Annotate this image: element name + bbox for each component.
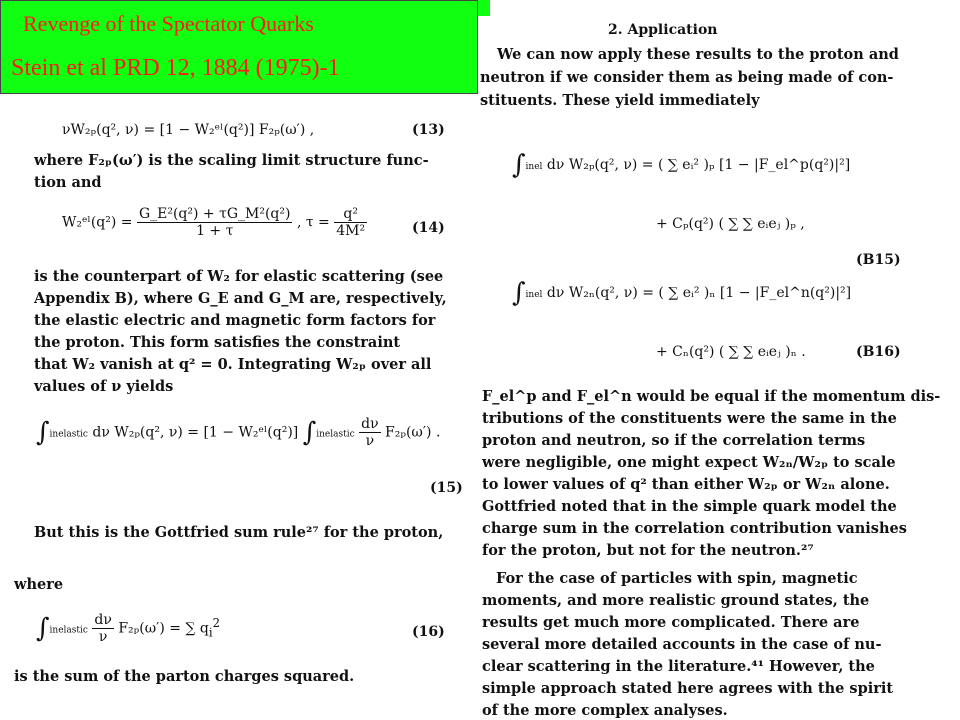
equation-14-tau: , τ =	[296, 214, 330, 231]
paragraph-line: simple approach stated here agrees with the spirit	[482, 680, 894, 697]
dnu-over-nu: $\frac{d\nu}{\nu}$	[94, 612, 112, 645]
paragraph-line: moments, and more realistic ground states, the	[482, 592, 870, 609]
paragraph-line: tributions of the constituents were the same in the	[482, 410, 897, 427]
integral-limit: inel	[525, 290, 543, 300]
integral-sign: ∫	[36, 417, 50, 448]
paragraph-line: proton and neutron, so if the correlation terms	[482, 432, 866, 449]
equation-14-number: (14)	[412, 220, 445, 236]
paragraph-line: is the sum of the parton charges squared.	[14, 668, 355, 685]
integral-limit: inelastic	[49, 625, 88, 636]
paragraph-line: the elastic electric and magnetic form factors for	[34, 312, 436, 329]
integral-limit: inelastic	[49, 429, 88, 440]
paragraph-line: We can now apply these results to the proton and	[497, 46, 899, 63]
paragraph-line: neutron if we consider them as being made of con-	[480, 69, 894, 86]
equation-14-tau-denominator: 4M²	[336, 223, 366, 239]
paragraph-line: several more detailed accounts in the case of nu-	[482, 636, 882, 653]
equation-b16-number: (B16)	[856, 344, 901, 360]
integral-sign: ∫	[512, 278, 526, 308]
equation-14-numerator: G_E²(q²) + τG_M²(q²)	[138, 206, 291, 222]
paragraph-line: of the more complex analyses.	[482, 702, 728, 719]
equation-15-tail: F₂ₚ(ω′) .	[385, 424, 441, 441]
equation-16-body: F₂ₚ(ω′) = ∑ q	[118, 620, 209, 637]
paragraph-line: tion and	[34, 174, 102, 191]
integral-sign: ∫	[302, 417, 317, 448]
paragraph-line: were negligible, one might expect W₂ₙ/W₂ₚ to scale	[482, 454, 896, 471]
paragraph-line: charge sum in the correlation contribution vanishes	[482, 520, 907, 537]
equation-b15-number: (B15)	[856, 252, 901, 268]
paragraph-line: stituents. These yield immediately	[480, 92, 760, 109]
slide-title-box	[0, 0, 478, 94]
equation-15-body: dν W₂ₚ(q², ν) = [1 − W₂ᵉˡ(q²)]	[92, 424, 299, 441]
dnu-over-nu: $\frac{d\nu}{\nu}$	[361, 416, 379, 449]
equation-15	[36, 416, 440, 449]
paragraph-line: values of ν yields	[34, 378, 174, 395]
equation-14-tau-fraction	[334, 206, 367, 239]
paragraph-line: Gottfried noted that in the simple quark model the	[482, 498, 897, 515]
slide-citation: Stein et al PRD 12, 1884 (1975)-1	[11, 55, 340, 81]
paragraph-line: that W₂ vanish at q² = 0. Integrating W₂ₚ over all	[34, 356, 432, 373]
paragraph-line: results get much more complicated. There are	[482, 614, 860, 631]
integral-limit: inel	[525, 162, 543, 172]
equation-16-number: (16)	[412, 624, 445, 640]
equation-b16-body: dν W₂ₙ(q², ν) = ( ∑ eᵢ² )ₙ [1 − |F_el^n(q²)|²]	[546, 285, 852, 301]
equation-14-fraction	[137, 206, 293, 239]
equation-14-denominator: 1 + τ	[196, 223, 234, 239]
paragraph-line: is the counterpart of W₂ for elastic scattering (see	[34, 268, 444, 285]
equation-b15-line2: + Cₚ(q²) ( ∑ ∑ eᵢeⱼ )ₚ ,	[656, 216, 805, 232]
paragraph-line: But this is the Gottfried sum rule²⁷ for the proton,	[34, 524, 444, 541]
title-box-edge	[478, 0, 490, 16]
equation-b16-line2: + Cₙ(q²) ( ∑ ∑ eᵢeⱼ )ₙ .	[656, 344, 806, 360]
paragraph-line: F_el^p and F_el^n would be equal if the momentum dis-	[482, 388, 941, 405]
paragraph-line: For the case of particles with spin, magnetic	[496, 570, 858, 587]
equation-b15-line1	[512, 150, 850, 180]
paragraph-line: the proton. This form satisfies the constraint	[34, 334, 401, 351]
paragraph-line: for the proton, but not for the neutron.²⁷	[482, 542, 814, 559]
paragraph-line: where	[14, 576, 64, 593]
slide-title: Revenge of the Spectator Quarks	[23, 11, 314, 36]
paragraph-line: clear scattering in the literature.⁴¹ However, the	[482, 658, 875, 675]
equation-14-tau-numerator: q²	[334, 206, 367, 223]
equation-14	[62, 206, 367, 239]
paragraph-line: where F₂ₚ(ω′) is the scaling limit structure func-	[34, 152, 429, 169]
section-heading: 2. Application	[608, 22, 718, 38]
equation-13-number: (13)	[412, 122, 445, 138]
equation-16-sub: i	[208, 625, 213, 640]
equation-13: νW₂ₚ(q², ν) = [1 − W₂ᵉˡ(q²)] F₂ₚ(ω′) ,	[62, 122, 315, 138]
equation-b16-line1	[512, 278, 851, 308]
integral-sign: ∫	[36, 613, 50, 644]
equation-b15-body: dν W₂ₚ(q², ν) = ( ∑ eᵢ² )ₚ [1 − |F_el^p(q²)|²]	[546, 157, 851, 173]
equation-16: ∫inelastic $\frac{d\nu}{\nu}$ F₂ₚ(ω′) = ∑ $q_i^2$	[36, 612, 220, 645]
paragraph-line: to lower values of q² than either W₂ₚ or W₂ₙ alone.	[482, 476, 890, 493]
equation-14-lhs: W₂ᵉˡ(q²) =	[62, 214, 133, 231]
paragraph-line: Appendix B), where G_E and G_M are, respectively,	[34, 290, 447, 307]
integral-sign: ∫	[512, 150, 526, 180]
equation-15-number: (15)	[430, 480, 463, 496]
integral-limit: inelastic	[316, 429, 355, 440]
